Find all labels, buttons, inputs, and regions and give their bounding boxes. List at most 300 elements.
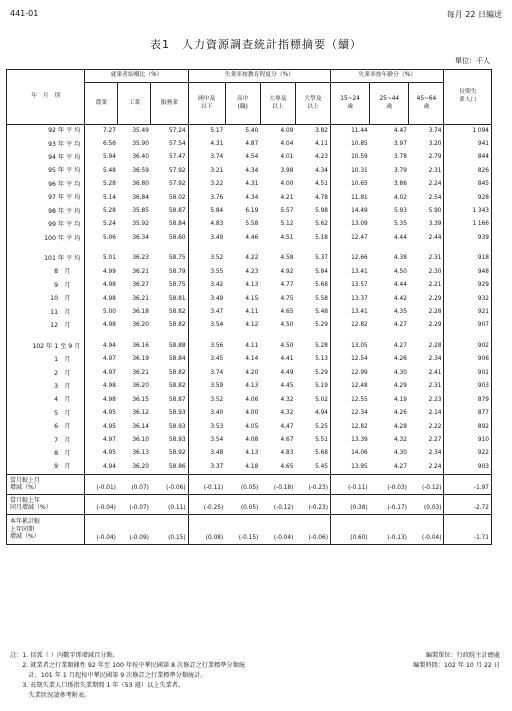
comparison-value: (-0.23) xyxy=(295,474,330,494)
cell-value: 3.79 xyxy=(393,167,407,174)
header-industry-structure: 就業者結構比（%） xyxy=(85,70,188,83)
table-row xyxy=(7,293,492,306)
cell-value: 4.26 xyxy=(393,410,407,417)
cell-value: 57.92 xyxy=(151,165,188,178)
cell-value: 4.50 xyxy=(280,342,294,349)
row-label: 5 月 xyxy=(7,407,85,420)
cell-value: 3.52 xyxy=(210,255,224,262)
cell-value: 10.31 xyxy=(351,167,368,174)
cell-value: 5.19 xyxy=(295,380,330,393)
table-row xyxy=(7,192,492,205)
cell-value: 2.14 xyxy=(409,407,444,420)
row-label: 3 月 xyxy=(7,380,85,393)
cell-value: 3.55 xyxy=(210,268,224,275)
cell-value: 3.74 xyxy=(210,369,224,376)
cell-value: 3.52 xyxy=(210,396,224,403)
cell-value: 5.58 xyxy=(245,221,259,228)
cell-value: 902 xyxy=(444,340,492,353)
cell-value: 58.88 xyxy=(151,340,188,353)
cell-value: 4.18 xyxy=(245,463,259,470)
header-college: 大專及 以上 xyxy=(260,83,295,125)
cell-value: 13.95 xyxy=(351,463,368,470)
cell-value: 4.00 xyxy=(280,181,294,188)
comparison-label-line: 增減（%） xyxy=(10,533,40,541)
cell-value: 3.48 xyxy=(210,450,224,457)
cell-value: 4.34 xyxy=(245,167,259,174)
cell-value: 6.56 xyxy=(103,140,116,147)
cell-value: 4.97 xyxy=(103,436,116,443)
cell-value: 4.27 xyxy=(393,342,407,349)
cell-value: 12.54 xyxy=(351,356,368,363)
cell-value: 4.98 xyxy=(103,282,116,289)
cell-value: 4.46 xyxy=(245,234,259,241)
cell-value: 877 xyxy=(444,407,492,420)
comparison-value: (0.07) xyxy=(118,474,151,494)
cell-value: 2.31 xyxy=(409,252,444,265)
cell-value: 5.84 xyxy=(295,266,330,279)
cell-value: 58.81 xyxy=(151,293,188,306)
cell-value: 36.20 xyxy=(132,322,149,329)
cell-value: 36.23 xyxy=(132,255,149,262)
row-label: 96 年 平 均 xyxy=(7,178,85,191)
table-row xyxy=(7,407,492,420)
cell-value: 3.42 xyxy=(210,282,224,289)
row-label: 9 月 xyxy=(7,461,85,474)
cell-value: 845 xyxy=(444,178,492,191)
comparison-value: (-0.04) xyxy=(409,514,444,544)
cell-value: 4.23 xyxy=(245,268,259,275)
cell-value: 5.28 xyxy=(103,181,116,188)
cell-value: 2.27 xyxy=(409,434,444,447)
cell-value xyxy=(151,245,188,252)
cell-value: 4.41 xyxy=(280,356,294,363)
comparison-value: (0.38) xyxy=(331,494,370,514)
cell-value: 3.39 xyxy=(409,219,444,232)
cell-value xyxy=(295,245,330,252)
row-label: 1 月 xyxy=(7,354,85,367)
cell-value: 4.13 xyxy=(245,450,259,457)
cell-value: 2.21 xyxy=(409,279,444,292)
table-row xyxy=(7,165,492,178)
cell-value: 58.84 xyxy=(151,354,188,367)
table-row xyxy=(7,266,492,279)
cell-value: 5.29 xyxy=(295,320,330,333)
cell-value: 4.34 xyxy=(295,165,330,178)
cell-value: 4.51 xyxy=(280,234,294,241)
cell-value: 2.44 xyxy=(409,232,444,245)
header-services: 服務業 xyxy=(151,83,188,125)
cell-value: 7.27 xyxy=(103,127,116,134)
cell-value: 58.60 xyxy=(151,232,188,245)
cell-value: 4.15 xyxy=(245,295,259,302)
cell-value: 1 094 xyxy=(444,125,492,138)
cell-value: 36.18 xyxy=(132,309,149,315)
cell-value xyxy=(331,245,370,252)
cell-value: 5.93 xyxy=(393,207,407,214)
cell-value: 4.23 xyxy=(295,151,330,164)
cell-value: 3.53 xyxy=(210,423,224,430)
comparison-value: -1.71 xyxy=(444,514,492,544)
cell-value: 3.45 xyxy=(210,356,224,363)
cell-value: 12.66 xyxy=(351,255,368,262)
cell-value: 58.79 xyxy=(151,266,188,279)
cell-value: 36.20 xyxy=(132,383,149,390)
table-row xyxy=(7,448,492,461)
table-row xyxy=(7,178,492,191)
cell-value: 2.31 xyxy=(409,165,444,178)
cell-value: 12.82 xyxy=(351,423,368,430)
cell-value: 929 xyxy=(444,279,492,292)
cell-value: 36.19 xyxy=(132,356,149,363)
cell-value: 58.02 xyxy=(151,192,188,205)
cell-value: 13.37 xyxy=(351,295,368,302)
footnote-text: 2. 就業者之行業類據性 92 年至 100 年按中華民國第 8 次修訂之行業標準分類統 xyxy=(10,662,246,669)
row-label: 99 年 平 均 xyxy=(7,219,85,232)
cell-value: 903 xyxy=(444,380,492,393)
comparison-value: (-0.06) xyxy=(295,514,330,544)
cell-value: 906 xyxy=(444,354,492,367)
cell-value: 939 xyxy=(444,232,492,245)
cell-value: 4.05 xyxy=(245,423,259,430)
cell-value: 2.54 xyxy=(409,192,444,205)
cell-value: 36.59 xyxy=(132,167,149,174)
cell-value: 13.39 xyxy=(351,436,368,443)
cell-value xyxy=(118,333,151,340)
table-row xyxy=(7,421,492,434)
table-row xyxy=(7,279,492,292)
cell-value xyxy=(444,245,492,252)
cell-value: 879 xyxy=(444,394,492,407)
cell-value: 4.09 xyxy=(280,127,294,134)
cell-value: 3.54 xyxy=(210,322,224,329)
comparison-label xyxy=(7,474,85,494)
comparison-value: (-0.04) xyxy=(85,514,118,544)
comparison-value: (-0.11) xyxy=(188,474,225,494)
spacer-row xyxy=(7,245,492,252)
header-period: 年 月 別 xyxy=(7,70,85,125)
cell-value: 932 xyxy=(444,293,492,306)
cell-value: 2.24 xyxy=(409,178,444,191)
header-age-15-24: 15~24 歲 xyxy=(331,83,370,125)
cell-value: 3.40 xyxy=(210,410,224,417)
cell-value: 10.85 xyxy=(351,140,368,147)
cell-value: 58.75 xyxy=(151,252,188,265)
cell-value: 5.01 xyxy=(103,255,116,262)
cell-value: 36.15 xyxy=(132,396,149,403)
cell-value: 5.12 xyxy=(280,221,294,228)
cell-value: 35.90 xyxy=(132,140,149,147)
unit-label: 單位：千人 xyxy=(455,57,490,65)
header-unemp-age: 失業率按年齡分（%） xyxy=(331,70,444,83)
cell-value: 5.24 xyxy=(103,221,116,228)
cell-value: 4.50 xyxy=(280,322,294,329)
cell-value: 13.41 xyxy=(351,309,368,315)
table-row xyxy=(7,306,492,319)
comparison-value: (0.03) xyxy=(409,494,444,514)
cell-value: 4.13 xyxy=(245,282,259,289)
cell-value: 4.45 xyxy=(280,383,294,390)
cell-value: 5.25 xyxy=(295,421,330,434)
cell-value: 4.49 xyxy=(280,369,294,376)
cell-value: 11.44 xyxy=(351,127,368,134)
cell-value: 4.58 xyxy=(280,255,294,262)
comparison-value: (-0.23) xyxy=(295,494,330,514)
comparison-value: (0.05) xyxy=(225,494,260,514)
cell-value: 4.75 xyxy=(280,295,294,302)
cell-value: 5.94 xyxy=(103,154,116,161)
row-label: 4 月 xyxy=(7,394,85,407)
cell-value: 4.11 xyxy=(295,138,330,151)
cell-value: 14.06 xyxy=(351,450,368,457)
cell-value: 5.68 xyxy=(295,448,330,461)
table-row xyxy=(7,125,492,138)
cell-value: 10.59 xyxy=(351,154,368,161)
comparison-value: (-0.25) xyxy=(188,494,225,514)
cell-value: 12.34 xyxy=(351,410,368,417)
table-row xyxy=(7,252,492,265)
cell-value: 4.34 xyxy=(245,194,259,201)
cell-value: 5.28 xyxy=(103,207,116,214)
cell-value: 4.31 xyxy=(245,181,259,188)
cell-value: 5.37 xyxy=(295,252,330,265)
cell-value: 4.11 xyxy=(245,342,259,349)
cell-value: 4.21 xyxy=(280,194,294,201)
comparison-value: (-0.12) xyxy=(409,474,444,494)
cell-value: 4.94 xyxy=(103,463,116,470)
header-long-term-unemployed: 長期失 業人口 xyxy=(444,70,492,125)
footnotes xyxy=(10,652,510,702)
statistics-table xyxy=(6,69,492,545)
cell-value: 4.54 xyxy=(245,154,259,161)
cell-value: 5.68 xyxy=(295,279,330,292)
comparison-value: (-0.17) xyxy=(370,494,409,514)
cell-value: 36.21 xyxy=(132,295,149,302)
comparison-value: (0.15) xyxy=(151,514,188,544)
comparison-label-line: 當月較上月 xyxy=(10,476,41,484)
cell-value: 4.98 xyxy=(103,322,116,329)
cell-value: 58.93 xyxy=(151,434,188,447)
cell-value: 4.32 xyxy=(393,436,407,443)
cell-value: 3.82 xyxy=(295,125,330,138)
comparison-row xyxy=(7,514,492,544)
cell-value: 3.98 xyxy=(280,167,294,174)
cell-value: 4.08 xyxy=(245,436,259,443)
cell-value: 4.97 xyxy=(103,356,116,363)
header-agriculture: 農業 xyxy=(85,83,118,125)
cell-value: 4.65 xyxy=(280,463,294,470)
cell-value xyxy=(370,245,409,252)
cell-value xyxy=(295,333,330,340)
cell-value: 12.99 xyxy=(351,369,368,376)
header-unemp-education: 失業率按教育程度分（%） xyxy=(188,70,330,83)
cell-value xyxy=(225,333,260,340)
cell-value xyxy=(188,333,225,340)
cell-value: 4.98 xyxy=(103,383,116,390)
cell-value: 3.78 xyxy=(393,154,407,161)
cell-value: 58.87 xyxy=(151,205,188,218)
row-label: 6 月 xyxy=(7,421,85,434)
comparison-label-line: 當月較上年 xyxy=(10,496,41,504)
cell-value: 10.65 xyxy=(351,181,368,188)
cell-value: 58.93 xyxy=(151,421,188,434)
cell-value xyxy=(151,333,188,340)
comparison-value: -1.97 xyxy=(444,474,492,494)
row-label: 9 月 xyxy=(7,279,85,292)
comparison-label xyxy=(7,494,85,514)
comparison-value: (-0.06) xyxy=(151,474,188,494)
cell-value: 35.92 xyxy=(132,221,149,228)
cell-value: 36.13 xyxy=(132,450,149,457)
table-row xyxy=(7,219,492,232)
cell-value: 35.49 xyxy=(132,127,149,134)
cell-value: 3.49 xyxy=(210,234,224,241)
cell-value: 826 xyxy=(444,165,492,178)
cell-value: 36.40 xyxy=(132,154,149,161)
comparison-value: (-0.11) xyxy=(331,474,370,494)
cell-value: 4.20 xyxy=(245,369,259,376)
cell-value: 58.82 xyxy=(151,320,188,333)
cell-value xyxy=(260,245,295,252)
cell-value: 12.82 xyxy=(351,322,368,329)
cell-value: 1 343 xyxy=(444,205,492,218)
cell-value: 5.90 xyxy=(409,205,444,218)
footnote-meta: 編製時間：102 年 10 月 22 日 xyxy=(413,662,500,669)
row-label: 102 年 1 至 9 月 xyxy=(7,340,85,353)
cell-value: 12.55 xyxy=(351,396,368,403)
cell-value: 844 xyxy=(444,151,492,164)
cell-value: 36.21 xyxy=(132,268,149,275)
cell-value: 36.80 xyxy=(132,181,149,188)
cell-value: 5.58 xyxy=(295,293,330,306)
cell-value: 5.35 xyxy=(393,221,407,228)
cell-value: 4.50 xyxy=(393,268,407,275)
cell-value: 57.54 xyxy=(151,138,188,151)
row-label xyxy=(7,245,85,252)
cell-value: 4.02 xyxy=(393,194,407,201)
cell-value: 5.02 xyxy=(295,394,330,407)
page-code: 441-01 xyxy=(10,9,39,18)
comparison-row xyxy=(7,474,492,494)
cell-value: 4.78 xyxy=(295,192,330,205)
table-row xyxy=(7,340,492,353)
header-industry: 工業 xyxy=(118,83,151,125)
cell-value: 3.20 xyxy=(409,138,444,151)
cell-value: 12.48 xyxy=(351,383,368,390)
cell-value: 2.29 xyxy=(409,293,444,306)
cell-value: 5.13 xyxy=(295,354,330,367)
cell-value: 4.99 xyxy=(103,268,116,275)
cell-value: 921 xyxy=(444,306,492,319)
footnote-line xyxy=(10,652,510,662)
header-university: 大學及 以上 xyxy=(295,83,330,125)
cell-value: 5.62 xyxy=(295,219,330,232)
cell-value: 3.47 xyxy=(210,309,224,315)
cell-value: 5.14 xyxy=(103,194,116,201)
comparison-value: (-0.12) xyxy=(260,494,295,514)
cell-value xyxy=(85,333,118,340)
cell-value: 1 166 xyxy=(444,219,492,232)
cell-value: 4.98 xyxy=(103,396,116,403)
cell-value: 4.92 xyxy=(280,268,294,275)
cell-value: 36.16 xyxy=(132,342,149,349)
table-row xyxy=(7,434,492,447)
footnote-line xyxy=(10,692,510,702)
footnote-meta: 編製單位：行政院主計總處 xyxy=(425,652,500,659)
cell-value xyxy=(188,245,225,252)
cell-value: 3.97 xyxy=(393,140,407,147)
cell-value: 5.98 xyxy=(295,205,330,218)
cell-value: 4.44 xyxy=(393,234,407,241)
cell-value: 11.81 xyxy=(351,194,368,201)
cell-value: 4.19 xyxy=(393,396,407,403)
row-label: 11 月 xyxy=(7,306,85,319)
cell-value: 4.27 xyxy=(393,322,407,329)
cell-value: 13.05 xyxy=(351,342,368,349)
cell-value: 3.37 xyxy=(210,463,224,470)
cell-value: 2.79 xyxy=(409,151,444,164)
footnote-text: 失業狀況請參考附表。 xyxy=(10,692,91,699)
cell-value: 4.42 xyxy=(393,295,407,302)
cell-value: 3.86 xyxy=(393,181,407,188)
cell-value: 4.97 xyxy=(103,369,116,376)
header-junior-high: 國中及 以下 xyxy=(188,83,225,125)
cell-value: 5.28 xyxy=(295,340,330,353)
cell-value: 4.12 xyxy=(245,322,259,329)
row-label: 101 年 平 均 xyxy=(7,252,85,265)
comparison-rows xyxy=(7,474,492,544)
cell-value: 12.47 xyxy=(351,234,368,241)
cell-value: 2.23 xyxy=(409,394,444,407)
cell-value: 2.28 xyxy=(409,340,444,353)
cell-value: 57.24 xyxy=(151,125,188,138)
header-senior-high: 高中 (職) xyxy=(225,83,260,125)
cell-value: 4.27 xyxy=(393,463,407,470)
cell-value: 36.21 xyxy=(132,369,149,376)
cell-value: 3.74 xyxy=(409,125,444,138)
cell-value: 36.10 xyxy=(132,436,149,443)
table-row xyxy=(7,394,492,407)
comparison-value: (-0.09) xyxy=(118,514,151,544)
compile-schedule: 每月 22 日編送 xyxy=(446,10,502,19)
comparison-label xyxy=(7,514,85,544)
row-label: 8 月 xyxy=(7,266,85,279)
table-row xyxy=(7,320,492,333)
cell-value xyxy=(85,245,118,252)
cell-value: 2.30 xyxy=(409,266,444,279)
row-label: 12 月 xyxy=(7,320,85,333)
row-label: 92 年 平 均 xyxy=(7,125,85,138)
cell-value: 36.20 xyxy=(132,463,149,470)
cell-value: 5.40 xyxy=(245,127,259,134)
cell-value: 58.93 xyxy=(151,407,188,420)
cell-value: 3.59 xyxy=(210,383,224,390)
footnote-line xyxy=(10,662,510,672)
cell-value: 4.26 xyxy=(393,356,407,363)
cell-value: 4.98 xyxy=(103,295,116,302)
cell-value xyxy=(331,333,370,340)
cell-value: 58.84 xyxy=(151,219,188,232)
cell-value: 3.76 xyxy=(210,194,224,201)
table-title: 表1 人力資源調查統計指標摘要（續） xyxy=(150,38,362,51)
cell-value: 4.83 xyxy=(280,450,294,457)
comparison-value: (-0.01) xyxy=(85,474,118,494)
row-label: 10 月 xyxy=(7,293,85,306)
cell-value: 4.95 xyxy=(103,410,116,417)
row-label: 8 月 xyxy=(7,448,85,461)
cell-value: 948 xyxy=(444,266,492,279)
comparison-value: -2.72 xyxy=(444,494,492,514)
cell-value: 2.29 xyxy=(409,320,444,333)
